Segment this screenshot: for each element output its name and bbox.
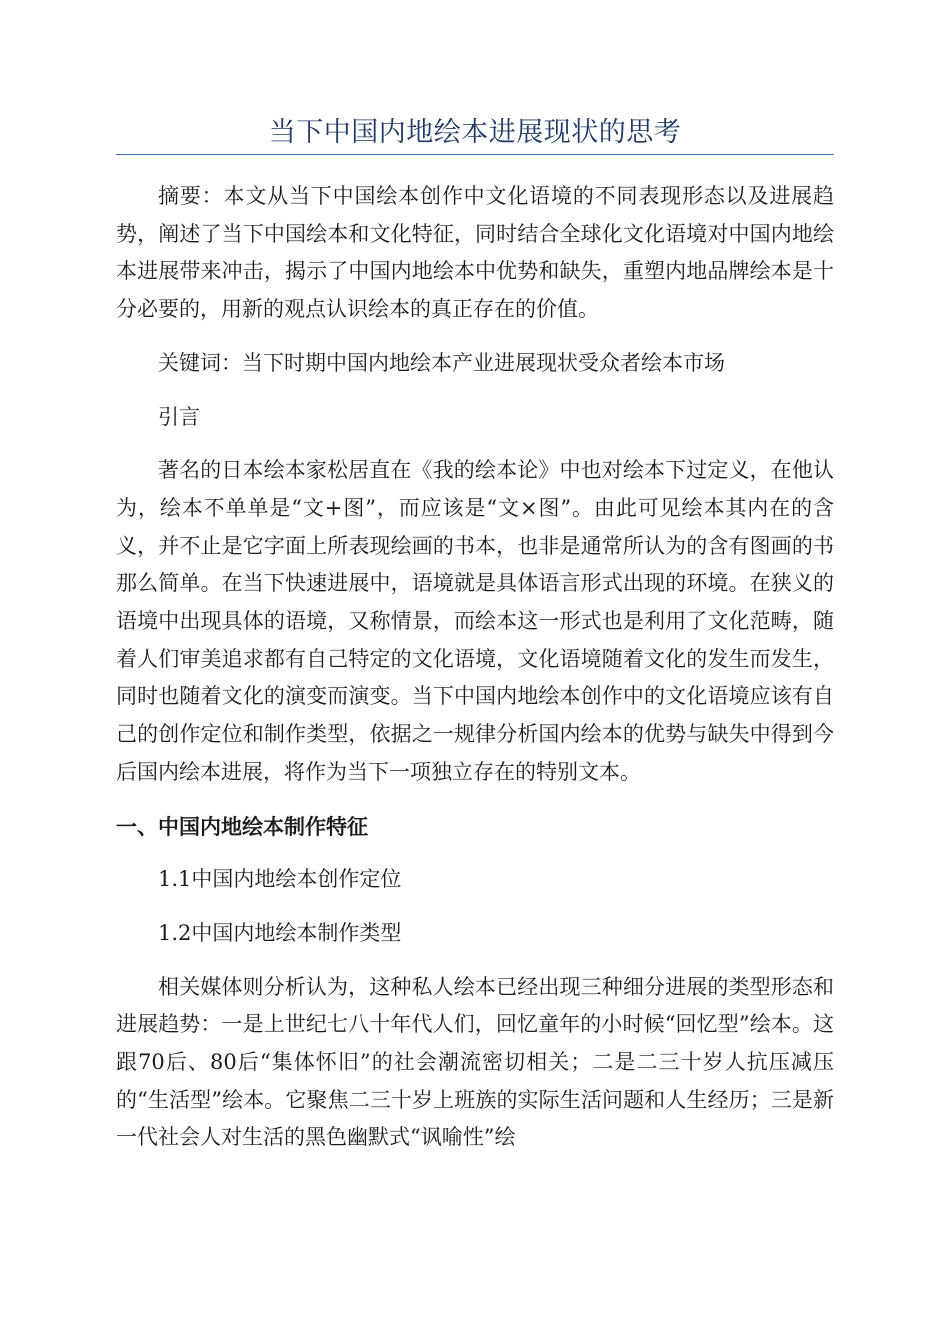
- introduction-paragraph: 著名的日本绘本家松居直在《我的绘本论》中也对绘本下过定义，在他认为，绘本不单单是“文+图”，而应该是“文×图”。由此可见绘本其内在的含义，并不止是它字面上所表现绘画的书本，也非是通常所认为的含有图画的书那么简单。在当下快速进展中，语境就是具体语言形式出现的环境。在狭义的语境中出现具体的语境，又称情景，而绘本这一形式也是利用了文化范畴，随着人们审美追求都有自己特定的文化语境，文化语境随着文化的发生而发生，同时也随着文化的演变而演变。当下中国内地绘本创作中的文化语境应该有自己的创作定位和制作类型，依据之一规律分析国内绘本的优势与缺失中得到今后国内绘本进展，将作为当下一项独立存在的特别文本。: [116, 458, 834, 784]
- keywords-paragraph: 关键词：当下时期中国内地绘本产业进展现状受众者绘本市场: [158, 350, 725, 375]
- introduction-heading: 引言: [158, 404, 200, 429]
- document-body: [116, 178, 834, 1173]
- subsection-heading-1-1: 1.1中国内地绘本创作定位: [158, 867, 402, 892]
- subsection-heading-1-2: 1.2中国内地绘本制作类型: [158, 920, 402, 945]
- document-title: 当下中国内地绘本进展现状的思考: [268, 117, 682, 148]
- section-heading-1: 一、中国内地绘本制作特征: [116, 813, 368, 839]
- title-underline: [116, 154, 834, 155]
- abstract-paragraph: 摘要：本文从当下中国绘本创作中文化语境的不同表现形态以及进展趋势，阐述了当下中国绘本和文化特征，同时结合全球化文化语境对中国内地绘本进展带来冲击，揭示了中国内地绘本中优势和缺失，重塑内地品牌绘本是十分必要的，用新的观点认识绘本的真正存在的价值。: [116, 184, 834, 322]
- body-paragraph: 相关媒体则分析认为，这种私人绘本已经出现三种细分进展的类型形态和进展趋势：一是上世纪七八十年代人们，回忆童年的小时候“回忆型”绘本。这跟70后、80后“集体怀旧”的社会潮流密切相关；二是二三十岁人抗压减压的“生活型”绘本。它聚焦二三十岁上班族的实际生活问题和人生经历；三是新一代社会人对生活的黑色幽默式“讽喻性”绘: [116, 974, 834, 1150]
